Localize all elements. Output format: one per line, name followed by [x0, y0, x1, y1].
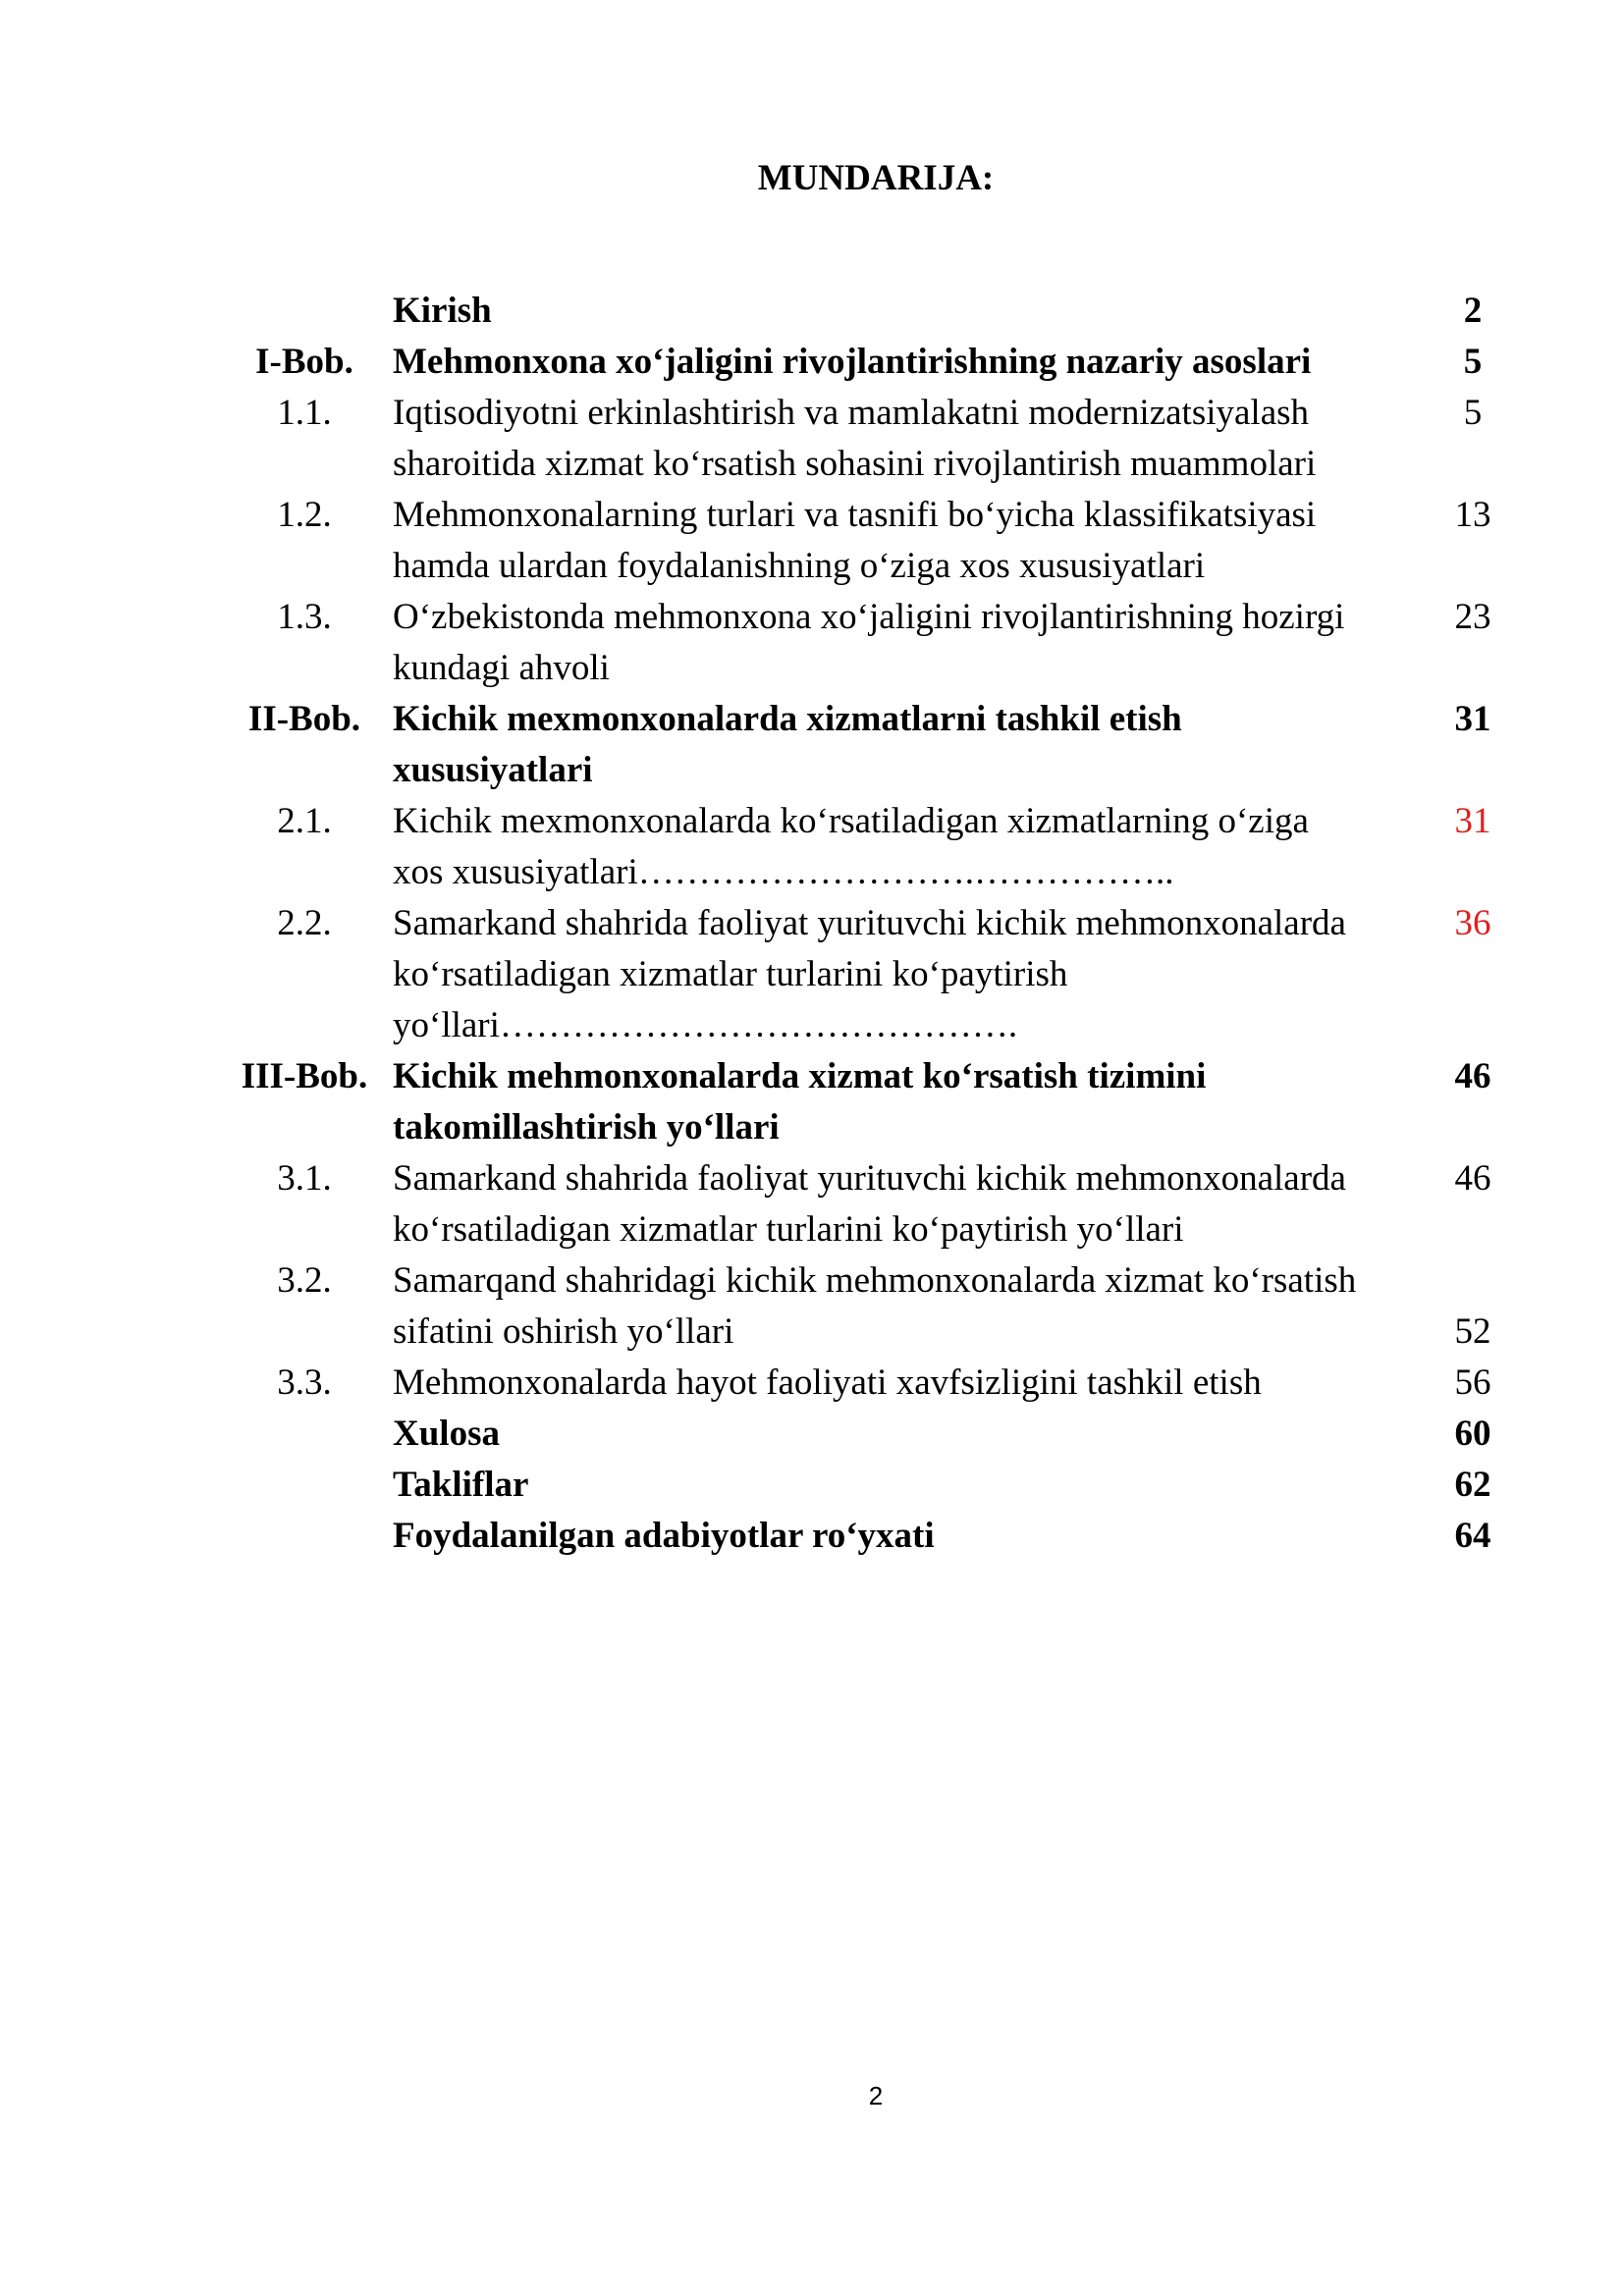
toc-entry	[216, 1255, 1532, 1358]
toc-entry	[216, 1460, 1532, 1511]
toc-entry-page: 56	[1454, 1362, 1491, 1403]
toc-entry-number: 3.3.	[277, 1362, 332, 1403]
toc-entry	[216, 337, 1532, 388]
toc-entry-page: 5	[1463, 342, 1483, 382]
toc-entry-title: Mehmonxonalarning turlari va tasnifi boʻyicha klassifikatsiyasi hamda ulardan foydalanishning oʻziga xos xususiyatlari	[393, 495, 1317, 586]
toc-entry-title: Kirish	[393, 291, 492, 331]
toc-entry	[216, 1409, 1532, 1460]
toc-entry-page: 5	[1463, 393, 1483, 433]
toc-entry-page: 46	[1454, 1056, 1491, 1096]
toc-entry	[216, 286, 1532, 337]
toc-entry-title: Mehmonxona xoʻjaligini rivojlantirishning nazariy asoslari	[393, 342, 1312, 382]
toc-entry-page: 60	[1454, 1414, 1491, 1454]
toc-entry-page: 46	[1454, 1158, 1491, 1199]
toc-entry	[216, 1358, 1532, 1409]
toc-entry-page: 2	[1463, 291, 1483, 331]
toc-entry	[216, 1051, 1532, 1153]
toc-entry-number: 1.2.	[277, 495, 332, 535]
footer-page-number: 2	[868, 2081, 884, 2110]
toc-entry-title: Samarkand shahrida faoliyat yurituvchi kichik mehmonxonalarda koʻrsatiladigan xizmatlar turlarini koʻpaytirish yoʻllari	[393, 1158, 1346, 1250]
table-of-contents	[216, 286, 1532, 1562]
toc-entry	[216, 694, 1532, 796]
toc-entry-number: 1.1.	[277, 393, 332, 433]
toc-entry-title: Samarqand shahridagi kichik mehmonxonalarda xizmat koʻrsatish sifatini oshirish yoʻllari	[393, 1260, 1357, 1352]
toc-entry-title: Samarkand shahrida faoliyat yurituvchi kichik mehmonxonalarda koʻrsatiladigan xizmatlar turlarini koʻpaytirish yoʻllari…………………………………….	[393, 903, 1346, 1045]
toc-entry	[216, 1511, 1532, 1562]
toc-entry-page: 36	[1454, 903, 1491, 943]
toc-entry	[216, 1153, 1532, 1255]
toc-entry	[216, 898, 1532, 1051]
toc-entry	[216, 592, 1532, 694]
toc-entry-number: III-Bob.	[241, 1056, 368, 1096]
toc-entry-title: Foydalanilgan adabiyotlar roʻyxati	[393, 1516, 935, 1556]
toc-entry-number: 1.3.	[277, 597, 332, 637]
toc-entry-title: Mehmonxonalarda hayot faoliyati xavfsizligini tashkil etish	[393, 1362, 1262, 1403]
toc-entry-page: 64	[1454, 1516, 1491, 1556]
page-title: MUNDARIJA:	[757, 158, 995, 198]
toc-entry-page: 31	[1454, 699, 1491, 739]
toc-entry-title: Kichik mexmonxonalarda xizmatlarni tashkil etish xususiyatlari	[393, 699, 1182, 790]
toc-entry-title: Xulosa	[393, 1414, 500, 1454]
toc-entry-page: 52	[1454, 1311, 1491, 1352]
toc-entry-page: 62	[1454, 1465, 1491, 1505]
toc-entry-number: I-Bob.	[255, 342, 353, 382]
toc-entry-number: 3.1.	[277, 1158, 332, 1199]
toc-entry	[216, 490, 1532, 592]
toc-entry-title: Takliflar	[393, 1465, 529, 1505]
toc-entry-page: 23	[1454, 597, 1491, 637]
toc-entry-title: Oʻzbekistonda mehmonxona xoʻjaligini rivojlantirishning hozirgi kundagi ahvoli	[393, 597, 1345, 688]
toc-entry-title: Kichik mexmonxonalarda koʻrsatiladigan xizmatlarning oʻziga xos xususiyatlari……………………….……………..	[393, 801, 1309, 892]
toc-entry-title: Kichik mehmonxonalarda xizmat koʻrsatish tizimini takomillashtirish yoʻllari	[393, 1056, 1207, 1148]
toc-entry-number: 3.2.	[277, 1260, 332, 1301]
toc-entry-number: 2.2.	[277, 903, 332, 943]
toc-entry-number: 2.1.	[277, 801, 332, 841]
toc-entry-title: Iqtisodiyotni erkinlashtirish va mamlakatni modernizatsiyalash sharoitida xizmat koʻrsatish sohasini rivojlantirish muammolari	[393, 393, 1317, 484]
toc-entry	[216, 796, 1532, 898]
toc-entry	[216, 388, 1532, 490]
toc-entry-number: II-Bob.	[247, 699, 361, 739]
toc-entry-page: 13	[1454, 495, 1491, 535]
toc-entry-page: 31	[1454, 801, 1491, 841]
